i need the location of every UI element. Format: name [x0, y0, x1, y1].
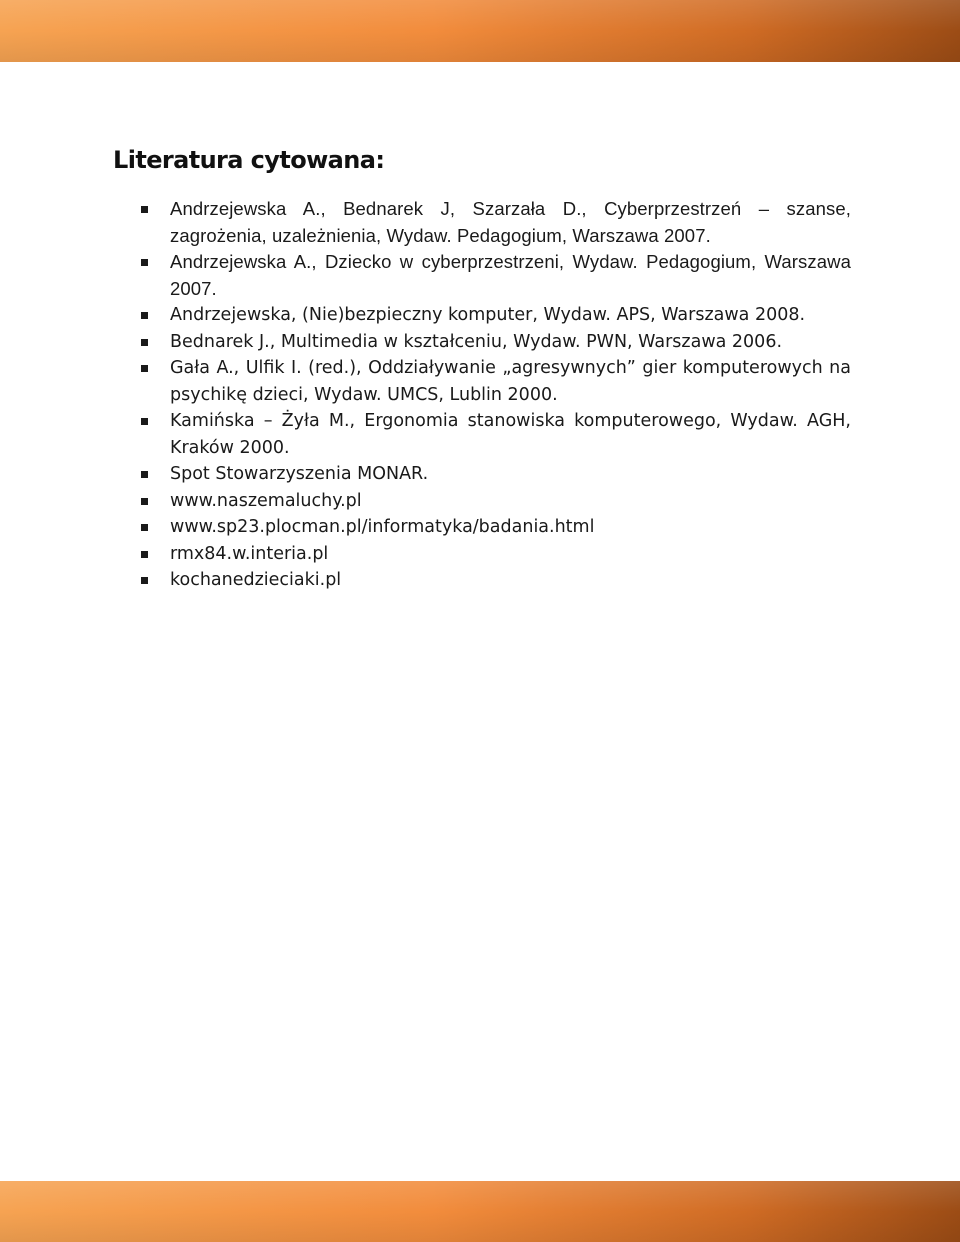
bullet-icon	[141, 551, 148, 558]
bullet-icon	[141, 339, 148, 346]
footer-band	[0, 1181, 960, 1242]
reference-text: www.naszemaluchy.pl	[170, 490, 362, 511]
list-item	[141, 355, 851, 408]
reference-text: Gała A., Ulfik I. (red.), Oddziaływanie „agresywnych” gier komputerowych na psychikę dzieci, Wydaw. UMCS, Lublin 2000.	[170, 358, 851, 405]
reference-text: Bednarek J., Multimedia w kształceniu, Wydaw. PWN, Warszawa 2006.	[170, 331, 783, 352]
list-item	[141, 249, 851, 302]
bullet-icon	[141, 418, 148, 425]
bullet-icon	[141, 206, 148, 213]
reference-text: rmx84.w.interia.pl	[170, 543, 329, 564]
reference-text: www.sp23.plocman.pl/informatyka/badania.html	[170, 517, 595, 537]
reference-list	[141, 196, 851, 594]
list-item	[141, 196, 851, 249]
list-item	[141, 567, 851, 594]
reference-text: Andrzejewska, (Nie)bezpieczny komputer, Wydaw. APS, Warszawa 2008.	[170, 305, 806, 325]
bullet-icon	[141, 524, 148, 531]
list-item	[141, 461, 851, 488]
bullet-icon	[141, 577, 148, 584]
list-item	[141, 488, 851, 515]
page-title: Literatura cytowana:	[113, 146, 385, 174]
header-band	[0, 0, 960, 62]
list-item	[141, 408, 851, 461]
bullet-icon	[141, 259, 148, 266]
list-item	[141, 514, 851, 541]
reference-text: Spot Stowarzyszenia MONAR.	[170, 464, 429, 484]
reference-text: kochanedzieciaki.pl	[170, 570, 342, 590]
bullet-icon	[141, 471, 148, 478]
bullet-icon	[141, 312, 148, 319]
bullet-icon	[141, 498, 148, 505]
bullet-icon	[141, 365, 148, 372]
list-item	[141, 541, 851, 568]
reference-text: Andrzejewska A., Dziecko w cyberprzestrzeni, Wydaw. Pedagogium, Warszawa 2007.	[170, 251, 851, 299]
reference-text: Andrzejewska A., Bednarek J, Szarzała D., Cyberprzestrzeń – szanse, zagrożenia, uzależnienia, Wydaw. Pedagogium, Warszawa 2007.	[170, 198, 851, 246]
list-item	[141, 329, 851, 356]
list-item	[141, 302, 851, 329]
reference-text: Kamińska – Żyła M., Ergonomia stanowiska komputerowego, Wydaw. AGH, Kraków 2000.	[170, 411, 851, 458]
